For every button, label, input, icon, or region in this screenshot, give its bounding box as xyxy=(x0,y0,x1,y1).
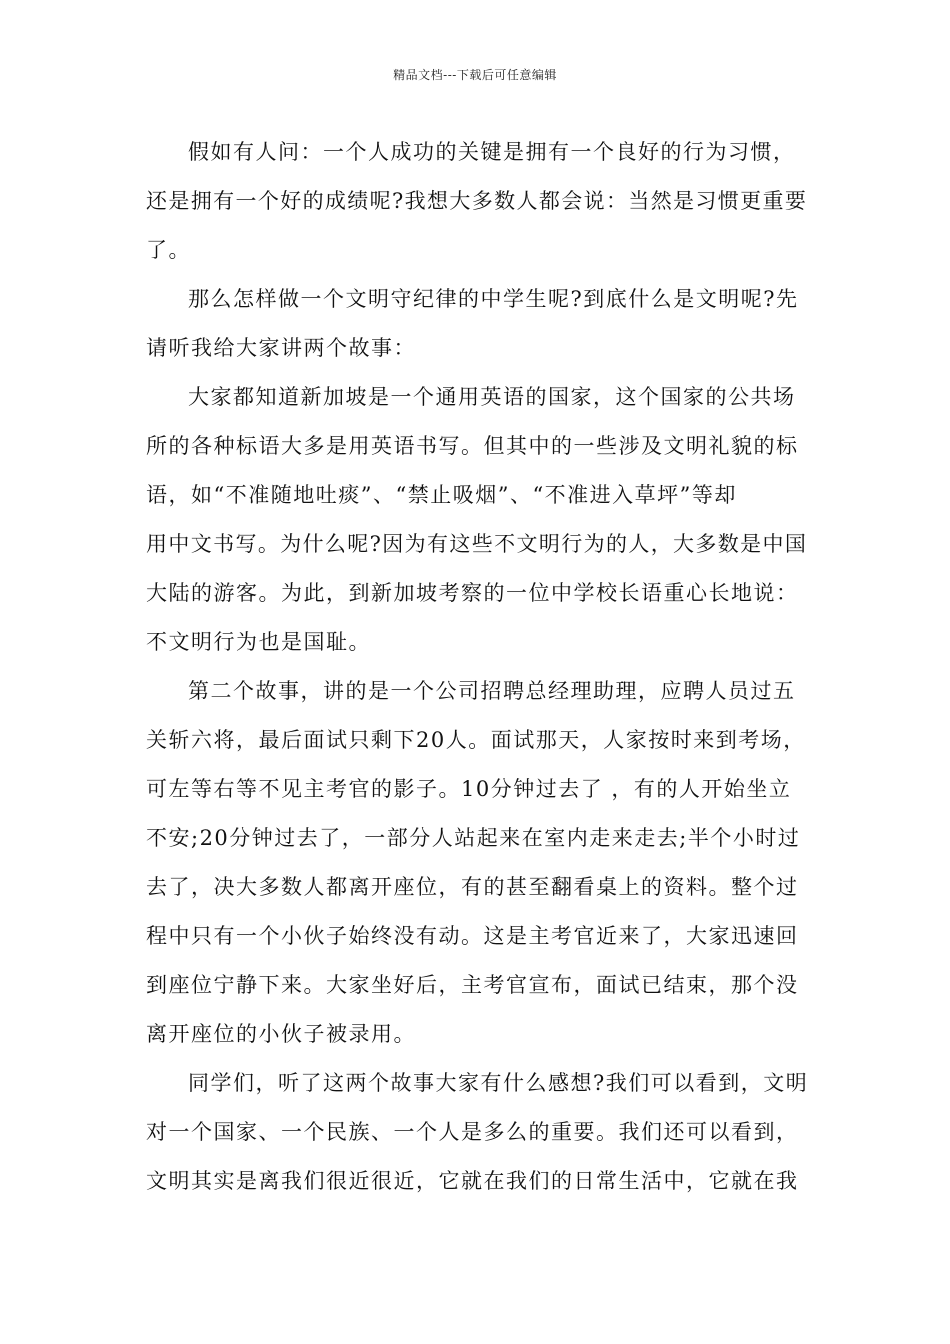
paragraph-line: 程中只有一个小伙子始终没有动。这是主考官近来了，大家迅速回 xyxy=(146,924,799,948)
paragraph-line: 不文明行为也是国耻。 xyxy=(146,630,371,654)
paragraph-5 xyxy=(146,1059,810,1206)
paragraph-line: 第二个故事，讲的是一个公司招聘总经理助理，应聘人员过五 xyxy=(188,679,796,703)
paragraph-line: 请听我给大家讲两个故事： xyxy=(146,336,416,360)
paragraph-line: 那么怎样做一个文明守纪律的中学生呢?到底什么是文明呢?先 xyxy=(188,287,799,311)
paragraph-2 xyxy=(146,275,810,373)
paragraph-line: 可左等右等不见主考官的影子。10分钟过去了 ，有的人开始坐立 xyxy=(146,777,792,801)
paragraph-line: 所的各种标语大多是用英语书写。但其中的一些涉及文明礼貌的标 xyxy=(146,434,799,458)
paragraph-3 xyxy=(146,373,810,667)
paragraph-line: 到座位宁静下来。大家坐好后，主考官宣布，面试已结束，那个没 xyxy=(146,973,799,997)
paragraph-line: 大陆的游客。为此，到新加坡考察的一位中学校长语重心长地说： xyxy=(146,581,799,605)
paragraph-line: 同学们，听了这两个故事大家有什么感想?我们可以看到，文明 xyxy=(188,1071,809,1095)
paragraph-line: 大家都知道新加坡是一个通用英语的国家，这个国家的公共场 xyxy=(188,385,796,409)
paragraph-line: 语，如“不准随地吐痰”、“禁止吸烟”、“不准进入草坪”等却 xyxy=(146,483,737,507)
paragraph-line: 去了，决大多数人都离开座位，有的甚至翻看桌上的资料。整个过 xyxy=(146,875,799,899)
paragraph-line: 关斩六将，最后面试只剩下20人。面试那天，人家按时来到考场， xyxy=(146,728,806,752)
paragraph-1 xyxy=(146,128,810,275)
paragraph-line: 还是拥有一个好的成绩呢?我想大多数人都会说：当然是习惯更重要 xyxy=(146,189,808,213)
paragraph-line: 了。 xyxy=(146,238,191,262)
paragraph-line: 用中文书写。为什么呢?因为有这些不文明行为的人，大多数是中国 xyxy=(146,532,808,556)
paragraph-line: 离开座位的小伙子被录用。 xyxy=(146,1022,416,1046)
paragraph-line: 假如有人问：一个人成功的关键是拥有一个良好的行为习惯， xyxy=(188,140,796,164)
paragraph-line: 对一个国家、一个民族、一个人是多么的重要。我们还可以看到， xyxy=(146,1120,799,1144)
paragraph-line: 不安;20分钟过去了，一部分人站起来在室内走来走去;半个小时过 xyxy=(146,826,801,850)
document-body xyxy=(146,128,810,1206)
paragraph-line: 文明其实是离我们很近很近，它就在我们的日常生活中，它就在我 xyxy=(146,1169,799,1193)
paragraph-4 xyxy=(146,667,810,1059)
page-header: 精品文档---下载后可任意编辑 xyxy=(393,68,557,82)
